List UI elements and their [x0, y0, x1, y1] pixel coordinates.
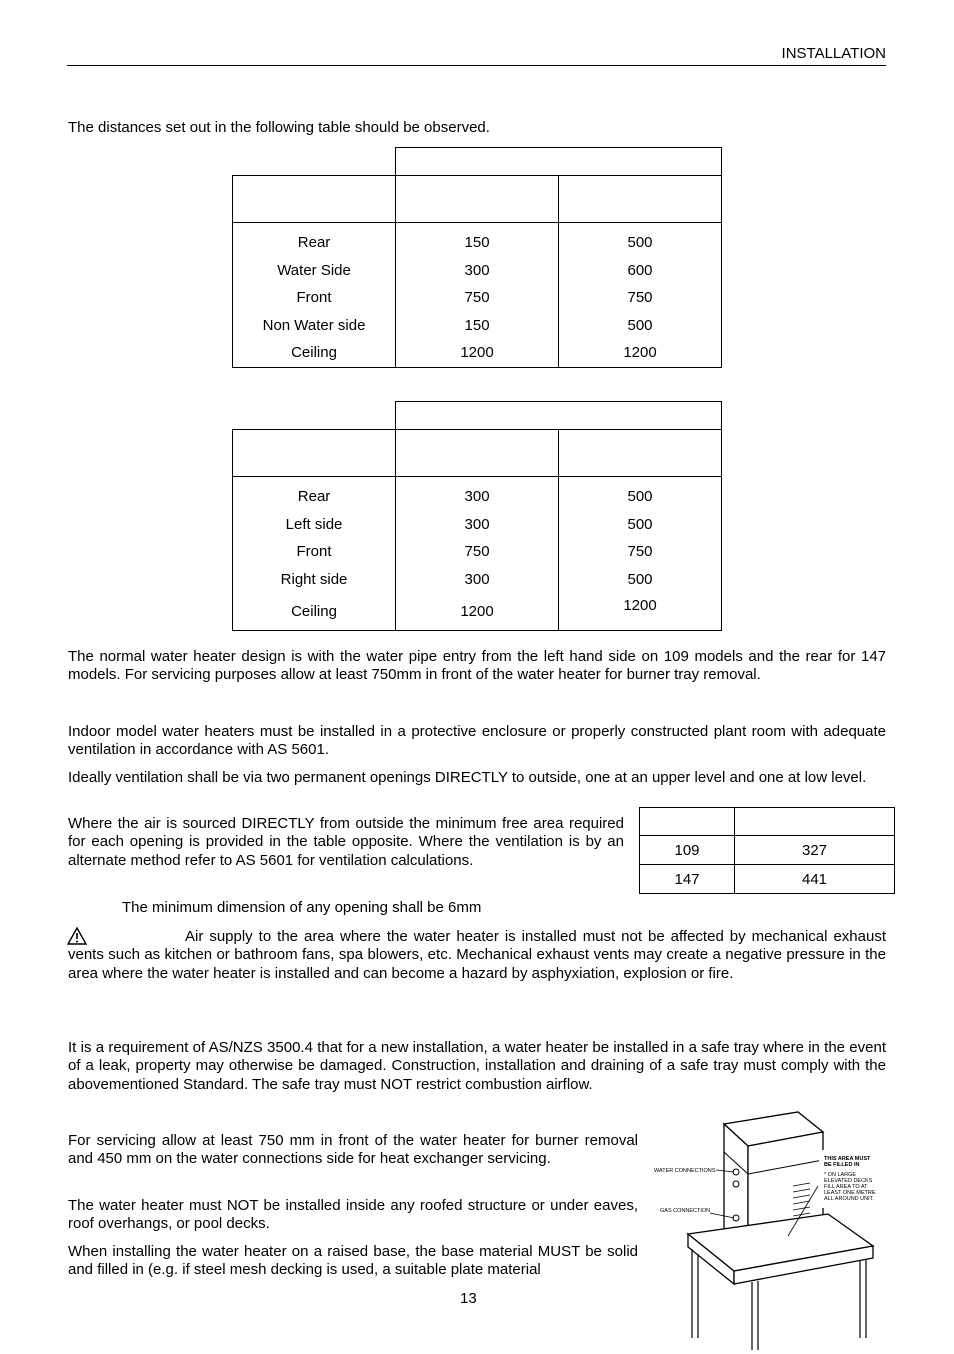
table-cell: 300 [396, 566, 559, 594]
table-cell: Right side [233, 566, 396, 594]
diagram-note-line: LEAST ONE METRE [824, 1190, 876, 1196]
indoor-paragraph: Indoor model water heaters must be installed in a protective enclosure or properly constructed plant room with adequate ventilation in accordance with AS 5601. [68, 723, 886, 759]
intro-text: The distances set out in the following table should be observed. [68, 119, 490, 136]
table-cell: 600 [559, 257, 722, 285]
table-cell: 500 [559, 477, 722, 511]
table-cell: 150 [396, 223, 559, 257]
diagram-note-line: THIS AREA MUST [824, 1156, 871, 1162]
table-cell: Non Water side [233, 312, 396, 340]
table-row [233, 538, 722, 566]
table-row [233, 511, 722, 539]
table-row [233, 566, 722, 594]
table-row [233, 257, 722, 285]
table-cell: Front [233, 538, 396, 566]
ventilation-table [639, 807, 895, 894]
servicing-paragraph: For servicing allow at least 750 mm in front of the water heater for burner removal and 450 mm on the water connections side for heat exchanger servicing. [68, 1132, 638, 1168]
pipe-entry-paragraph: The normal water heater design is with the water pipe entry from the left hand side on 109 models and the rear for 147 models. For servicing purposes allow at least 750mm in front of the water heater for burner tray removal. [68, 648, 886, 684]
vent-table-header [735, 808, 895, 836]
table-cell: 750 [559, 538, 722, 566]
table-cell: 1200 [559, 339, 722, 367]
table-cell: 327 [735, 836, 895, 865]
water-connections-label: WATER CONNECTIONS [654, 1168, 716, 1174]
table-2-col-header [559, 430, 722, 477]
roofed-structure-paragraph: The water heater must NOT be installed inside any roofed structure or under eaves, roof overhangs, or pool decks. [68, 1197, 638, 1233]
table-2-group-header [396, 402, 722, 430]
table-2-col-header [396, 430, 559, 477]
vent-table-header [640, 808, 735, 836]
table-cell: 500 [559, 312, 722, 340]
table-cell: 300 [396, 257, 559, 285]
table-cell: Ceiling [233, 593, 396, 631]
gas-connection-label: GAS CONNECTION [660, 1208, 711, 1214]
table-cell: 500 [559, 223, 722, 257]
table-row [233, 312, 722, 340]
table-cell: 500 [559, 511, 722, 539]
table-cell: 1200 [559, 593, 722, 631]
diagram-note-line: * ON LARGE [824, 1172, 857, 1178]
diagram-note-line: ELEVATED DECKS [824, 1178, 873, 1184]
table-cell: 750 [559, 284, 722, 312]
warning-paragraph: Air supply to the area where the water heater is installed must not be affected by mechanical exhaust vents such as kitchen or bathroom fans, spa blowers, etc. Mechanical exhaust vents may create a negative pressure in the area where the water heater is installed and can become a hazard by asphyxiation, explosion or fire. [68, 928, 886, 982]
raised-base-paragraph: When installing the water heater on a raised base, the base material MUST be solid and filled in (e.g. if steel mesh decking is used, a suitable plate material [68, 1243, 638, 1279]
safe-tray-paragraph: It is a requirement of AS/NZS 3500.4 that for a new installation, a water heater be installed in a safe tray where in the event of a leak, property may otherwise be damaged. Construction, installation and draining of a safe tray must comply with the abovementioned Standard. The safe tray must NOT restrict combustion airflow. [68, 1039, 886, 1093]
page-number: 13 [460, 1290, 477, 1307]
table-cell: Water Side [233, 257, 396, 285]
ventilation-paragraph: Ideally ventilation shall be via two permanent openings DIRECTLY to outside, one at an upper level and one at low level. [68, 769, 867, 786]
table-1-col-header [559, 176, 722, 223]
table-row [233, 284, 722, 312]
table-cell: Rear [233, 223, 396, 257]
diagram-note-line: BE FILLED IN [824, 1162, 860, 1168]
table-cell: Ceiling [233, 339, 396, 367]
air-sourced-paragraph: Where the air is sourced DIRECTLY from outside the minimum free area required for each opening is provided in the table opposite. Where the ventilation is by an alternate method refer to AS 5601 for ventilation calculations. [68, 815, 624, 869]
table-cell: 300 [396, 477, 559, 511]
table-row [233, 593, 722, 631]
table-row [640, 836, 895, 865]
table-cell: Rear [233, 477, 396, 511]
table-2-col-header [233, 430, 396, 477]
table-cell: 750 [396, 538, 559, 566]
table-cell: 1200 [396, 593, 559, 631]
page-header [67, 45, 886, 66]
table-cell: 150 [396, 312, 559, 340]
diagram-note-line: FILL AREA TO AT [824, 1184, 868, 1190]
clearance-table-2 [232, 401, 722, 631]
table-cell: 109 [640, 836, 735, 865]
table-cell: Front [233, 284, 396, 312]
diagram-note-line: ALL AROUND UNIT. [824, 1196, 874, 1202]
table-cell: 750 [396, 284, 559, 312]
table-cell: 147 [640, 865, 735, 894]
min-dimension-text: The minimum dimension of any opening shall be 6mm [122, 899, 482, 916]
table-1-col-header [233, 176, 396, 223]
table-row [233, 223, 722, 257]
clearance-table-1 [232, 147, 722, 368]
table-cell: 1200 [396, 339, 559, 367]
table-cell: 300 [396, 511, 559, 539]
table-row [640, 865, 895, 894]
raised-base-diagram [648, 1106, 888, 1350]
table-row [233, 339, 722, 367]
table-1-col-header [396, 176, 559, 223]
table-cell: 441 [735, 865, 895, 894]
section-title: INSTALLATION [781, 45, 886, 62]
table-cell: 500 [559, 566, 722, 594]
table-1-group-header [396, 148, 722, 176]
table-row [233, 477, 722, 511]
table-cell: Left side [233, 511, 396, 539]
